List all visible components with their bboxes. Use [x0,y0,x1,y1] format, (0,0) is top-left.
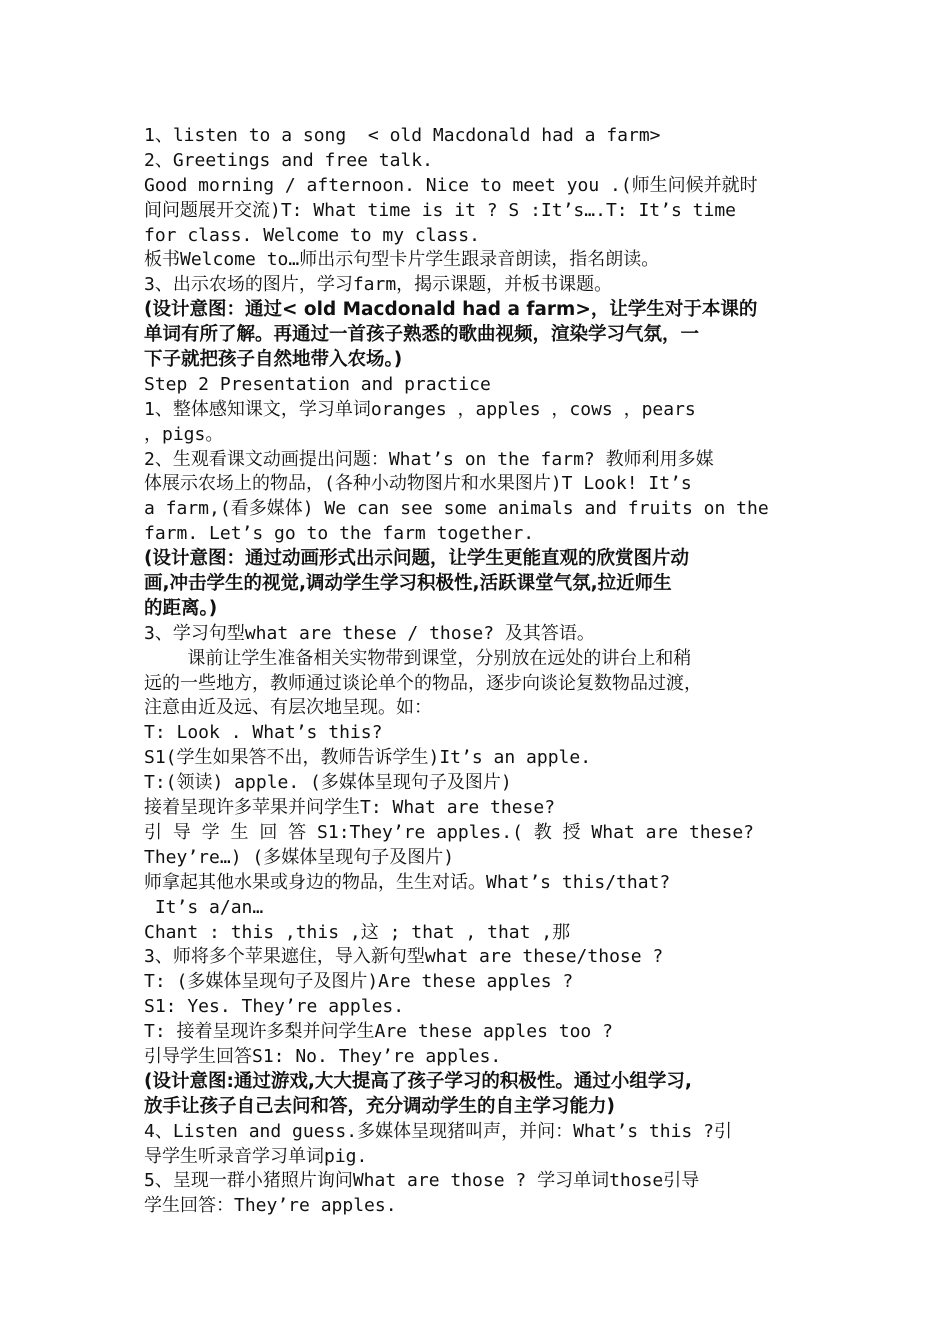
design-intent-line: (设计意图：通过动画形式出示问题，让学生更能直观的欣赏图片动 [144,548,689,570]
text-line: S1: Yes. They’re apples. [144,996,405,1018]
text-line: 3、出示农场的图片，学习farm，揭示课题，并板书课题。 [144,274,613,296]
document-page [144,124,816,1219]
text-line: T: 接着呈现许多梨并问学生Are these apples too ? [144,1021,613,1043]
text-line: T: (多媒体呈现句子及图片)Are these apples ? [144,971,574,993]
design-intent-line: 的距离。) [144,597,218,619]
text-line: 注意由近及远、有层次地呈现。如： [144,697,432,719]
text-line: T: Look . What’s this? [144,722,383,744]
text-line: 1、整体感知课文，学习单词oranges ，apples ，cows ，pears [144,398,696,420]
text-line: 间问题展开交流)T: What time is it ? S :It’s….T: It’s time [144,199,736,221]
text-line: It’s a/an… [144,896,264,918]
design-intent-line: 放手让孩子自己去问和答，充分调动学生的自主学习能力) [144,1095,615,1117]
design-intent-line: 单词有所了解。再通过一首孩子熟悉的歌曲视频，渲染学习气氛，一 [144,324,700,346]
text-line: a farm,(看多媒体) We can see some animals and fruits on the [144,498,769,520]
text-line: S1(学生如果答不出，教师告诉学生)It’s an apple. [144,747,592,769]
text-line: 4、Listen and guess.多媒体呈现猪叫声，并问：What’s this ?引 [144,1120,732,1142]
text-line: 课前让学生准备相关实物带到课堂，分别放在远处的讲台上和稍 [144,647,692,669]
text-line: 引导学生回答S1: No. They’re apples. [144,1045,502,1067]
text-line: 引 导 学 生 回 答 S1:They’re apples.( 教 授 What are these? [144,821,754,843]
text-line: 板书Welcome to…师出示句型卡片学生跟录音朗读，指名朗读。 [144,249,660,271]
text-line: 导学生听录音学习单词pig. [144,1145,368,1167]
design-intent-line: 下子就把孩子自然地带入农场。) [144,349,403,371]
text-line: 3、学习句型what are these / those? 及其答语。 [144,622,595,644]
text-line: T:(领读) apple. (多媒体呈现句子及图片) [144,772,512,794]
text-line: 远的一些地方，教师通过谈论单个的物品，逐步向谈论复数物品过渡， [144,672,702,694]
text-line: 5、呈现一群小猪照片询问What are those ? 学习单词those引导 [144,1170,700,1192]
text-line: They’re…) (多媒体呈现句子及图片) [144,846,455,868]
text-line: 3、师将多个苹果遮住，导入新句型what are these/those ? [144,946,664,968]
design-intent-line: (设计意图:通过游戏,大大提高了孩子学习的积极性。通过小组学习, [144,1070,692,1092]
text-line: Step 2 Presentation and practice [144,373,491,395]
text-line: 1、listen to a song < old Macdonald had a farm> [144,125,661,146]
text-line: 体展示农场上的物品，(各种小动物图片和水果图片)T Look! It’s [144,473,692,495]
design-intent-line: (设计意图：通过< old Macdonald had a farm>，让学生对于本课的 [144,299,758,321]
text-line: 2、生观看课文动画提出问题：What’s on the farm? 教师利用多媒 [144,448,714,470]
text-line: ，pigs。 [144,423,224,445]
text-line: for class. Welcome to my class. [144,224,480,246]
design-intent-line: 画,冲击学生的视觉,调动学生学习积极性,活跃课堂气氛,拉近师生 [144,573,672,595]
text-line: Good morning / afternoon. Nice to meet you .(师生问候并就时 [144,174,758,196]
text-line: 学生回答：They’re apples. [144,1195,397,1217]
text-line: Chant : this ,this ,这 ; that , that ,那 [144,921,571,943]
text-line: 接着呈现许多苹果并问学生T: What are these? [144,797,556,819]
text-line: 2、Greetings and free talk. [144,149,433,171]
text-line: 师拿起其他水果或身边的物品，生生对话。What’s this/that? [144,871,671,893]
text-line: farm. Let’s go to the farm together. [144,523,535,545]
